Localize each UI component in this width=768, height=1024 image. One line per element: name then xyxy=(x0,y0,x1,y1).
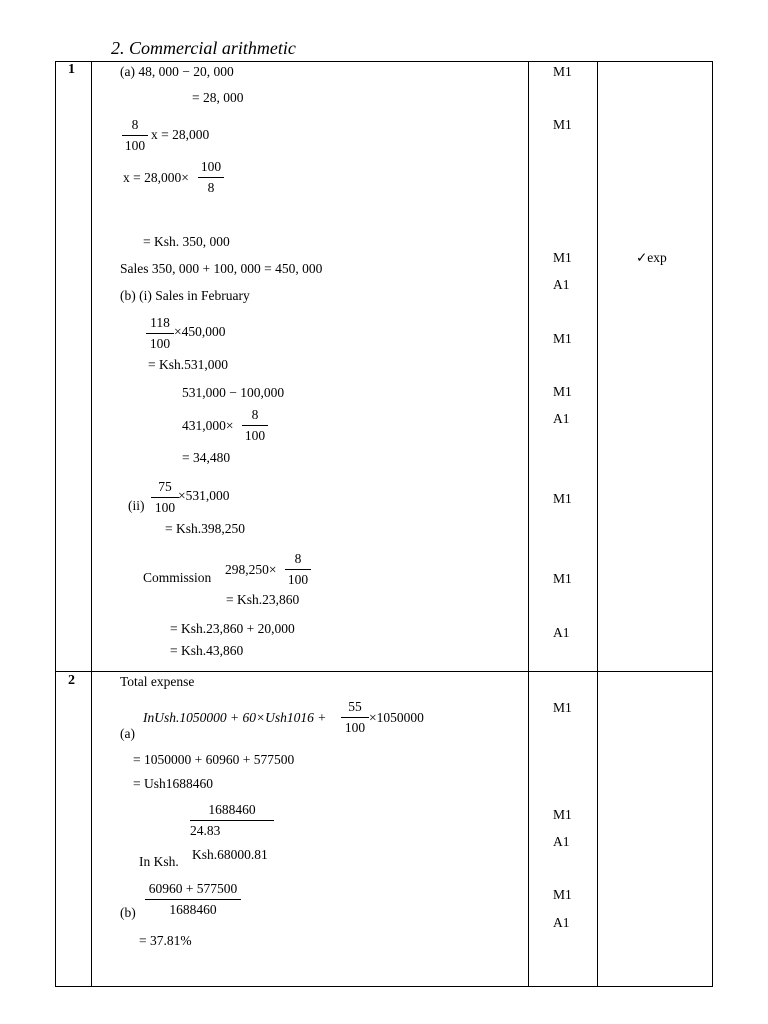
fraction xyxy=(341,699,369,736)
fraction-numerator: 1688460 xyxy=(208,802,256,817)
table-border-right xyxy=(712,61,713,987)
fraction-bar xyxy=(341,717,369,718)
table-border-bottom xyxy=(55,986,713,987)
mark-label: A1 xyxy=(553,277,570,292)
working-line: = 34,480 xyxy=(182,450,231,465)
mark-label: M1 xyxy=(553,887,572,902)
fraction-bar xyxy=(285,569,311,570)
mark-label: A1 xyxy=(553,915,570,930)
mark-label: A1 xyxy=(553,625,570,640)
part-label: (b) xyxy=(120,905,136,920)
fraction xyxy=(151,479,179,516)
working-line: ×1050000 xyxy=(369,710,424,725)
mark-label: M1 xyxy=(553,491,572,506)
working-line: InUsh.1050000 + 60×Ush1016 + xyxy=(143,710,327,725)
table-row-divider xyxy=(55,671,713,672)
fraction-denominator: 100 xyxy=(124,138,146,153)
working-line: 298,250× xyxy=(225,562,277,577)
table-border-left xyxy=(55,61,56,987)
fraction-bar xyxy=(190,820,274,821)
working-line: = Ksh.23,860 + 20,000 xyxy=(170,621,295,636)
fraction xyxy=(146,315,174,352)
mark-label: M1 xyxy=(553,807,572,822)
working-line: ×450,000 xyxy=(174,324,226,339)
fraction-numerator: 8 xyxy=(294,551,302,566)
working-line: x = 28,000× xyxy=(123,170,189,185)
mark-label: M1 xyxy=(553,117,572,132)
fraction-bar xyxy=(146,333,174,334)
working-line: = Ush1688460 xyxy=(133,776,213,791)
part-label: (ii) xyxy=(128,498,145,513)
fraction-bar xyxy=(198,177,224,178)
fraction-bar xyxy=(145,899,241,900)
mark-label: M1 xyxy=(553,250,572,265)
table-border-top xyxy=(55,61,713,62)
mark-label: M1 xyxy=(553,571,572,586)
question-number: 2 xyxy=(68,673,75,688)
fraction-bar xyxy=(122,135,148,136)
working-line: = Ksh.43,860 xyxy=(170,643,244,658)
mark-label: M1 xyxy=(553,700,572,715)
working-line: Ksh.68000.81 xyxy=(192,847,268,862)
fraction-denominator: 1688460 xyxy=(169,902,217,917)
working-line: 531,000 − 100,000 xyxy=(182,385,285,400)
fraction-denominator: 100 xyxy=(287,572,309,587)
fraction-denominator: 100 xyxy=(344,720,366,735)
fraction xyxy=(198,159,224,196)
currency-label: In Ksh. xyxy=(139,854,179,869)
fraction-numerator: 118 xyxy=(150,315,170,330)
commission-label: Commission xyxy=(143,570,212,585)
fraction-bar xyxy=(242,425,268,426)
fraction-numerator: 55 xyxy=(348,699,362,714)
fraction-numerator: 100 xyxy=(200,159,222,174)
working-line: = Ksh.23,860 xyxy=(226,592,300,607)
working-line: Sales 350, 000 + 100, 000 = 450, 000 xyxy=(120,261,323,276)
working-line: = Ksh. 350, 000 xyxy=(143,234,230,249)
fraction-bar xyxy=(151,497,179,498)
working-line: = Ksh.398,250 xyxy=(165,521,245,536)
table-col-divider xyxy=(528,61,529,987)
working-line: 431,000× xyxy=(182,418,234,433)
working-line: Total expense xyxy=(120,674,195,689)
comment-checkmark: ✓exp xyxy=(636,250,667,265)
mark-label: A1 xyxy=(553,834,570,849)
fraction-numerator: 8 xyxy=(131,117,139,132)
fraction xyxy=(285,551,311,588)
working-line: = 28, 000 xyxy=(192,90,244,105)
fraction-numerator: 8 xyxy=(251,407,259,422)
working-line: = Ksh.531,000 xyxy=(148,357,228,372)
fraction xyxy=(122,117,148,154)
working-line: (a) 48, 000 − 20, 000 xyxy=(120,64,234,79)
page-title: 2. Commercial arithmetic xyxy=(111,38,296,58)
fraction-numerator: 60960 + 577500 xyxy=(148,881,238,896)
fraction-denominator: 100 xyxy=(149,336,171,351)
fraction-numerator: 75 xyxy=(158,479,172,494)
fraction xyxy=(242,407,268,444)
question-number: 1 xyxy=(68,62,75,77)
fraction-denominator: 8 xyxy=(207,180,215,195)
working-line: = 37.81% xyxy=(139,933,192,948)
working-line: x = 28,000 xyxy=(151,127,210,142)
fraction xyxy=(190,802,274,839)
table-col-divider xyxy=(597,61,598,987)
fraction-denominator: 100 xyxy=(244,428,266,443)
fraction-denominator: 100 xyxy=(154,500,176,515)
part-label: (a) xyxy=(120,726,135,741)
table-col-divider xyxy=(91,61,92,987)
working-line: (b) (i) Sales in February xyxy=(120,288,250,303)
working-line: ×531,000 xyxy=(178,488,230,503)
mark-label: M1 xyxy=(553,331,572,346)
mark-label: M1 xyxy=(553,384,572,399)
fraction-denominator: 24.83 xyxy=(190,823,221,838)
fraction xyxy=(145,881,241,918)
mark-label: M1 xyxy=(553,64,572,79)
working-line: = 1050000 + 60960 + 577500 xyxy=(133,752,295,767)
mark-label: A1 xyxy=(553,411,570,426)
